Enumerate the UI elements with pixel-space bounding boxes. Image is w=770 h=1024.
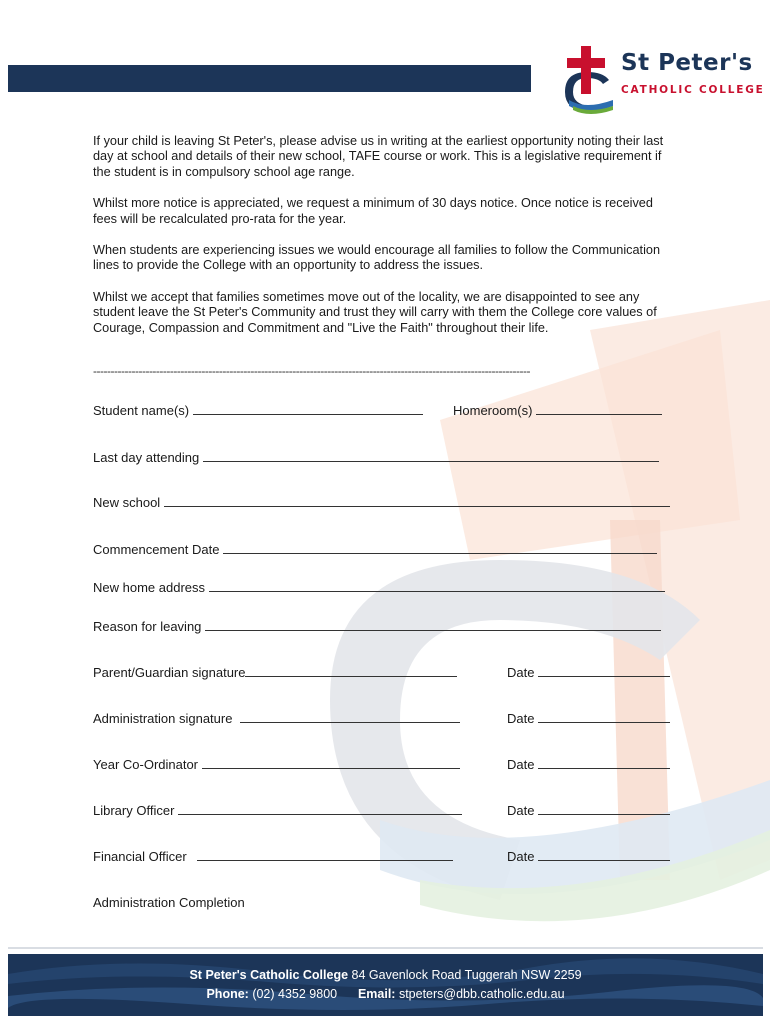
student-name-label: Student name(s)	[93, 403, 190, 418]
financial-date-field[interactable]	[507, 848, 670, 864]
footer-wave-pattern	[8, 954, 763, 1016]
reason-label: Reason for leaving	[93, 619, 202, 634]
header-bar	[8, 65, 531, 92]
library-officer-blank[interactable]	[178, 802, 462, 815]
new-school-label: New school	[93, 495, 161, 510]
student-name-blank[interactable]	[193, 402, 423, 415]
admin-signature-blank[interactable]	[240, 710, 460, 723]
commencement-field[interactable]	[93, 541, 657, 557]
parent-date-label: Date	[507, 665, 535, 680]
parent-signature-label: Parent/Guardian signature	[93, 665, 246, 680]
financial-date-blank[interactable]	[538, 848, 670, 861]
parent-signature-field[interactable]	[93, 664, 457, 680]
financial-officer-blank[interactable]	[197, 848, 453, 861]
admin-signature-field[interactable]	[93, 710, 460, 726]
contact-footer	[8, 954, 763, 1016]
last-day-field[interactable]	[93, 449, 659, 465]
new-school-field[interactable]	[93, 494, 670, 510]
library-date-blank[interactable]	[538, 802, 670, 815]
college-crest-icon	[555, 44, 619, 114]
footer-contact-line	[8, 987, 763, 1001]
reason-blank[interactable]	[205, 618, 661, 631]
new-address-field[interactable]	[93, 579, 665, 595]
year-coordinator-field[interactable]	[93, 756, 460, 772]
footer-divider	[8, 947, 763, 949]
financial-date-label: Date	[507, 849, 535, 864]
admin-signature-label: Administration signature	[93, 711, 233, 726]
homeroom-label: Homeroom(s)	[453, 403, 533, 418]
library-date-field[interactable]	[507, 802, 670, 818]
library-date-label: Date	[507, 803, 535, 818]
coordinator-date-field[interactable]	[507, 756, 670, 772]
year-coordinator-blank[interactable]	[202, 756, 460, 769]
footer-phone: (02) 4352 9800	[252, 987, 338, 1001]
paragraph-values: Whilst we accept that families sometimes move out of the locality, we are disappointed to see any student leave the St Peter's Community and trust they will carry with them the College core values of Courage, Compassion and Commitment and "Live the Faith" throughout their life.	[93, 289, 657, 335]
coordinator-date-label: Date	[507, 757, 535, 772]
college-logo	[555, 44, 765, 114]
student-name-field[interactable]	[93, 402, 423, 418]
college-name-logo: St Peter's	[621, 50, 753, 76]
parent-signature-blank[interactable]	[245, 664, 457, 677]
new-school-blank[interactable]	[164, 494, 670, 507]
paragraph-communication: When students are experiencing issues we would encourage all families to follow the Communication lines to provide the College with an opportunity to address the issues.	[93, 243, 661, 273]
paragraph-notice-period: Whilst more notice is appreciated, we request a minimum of 30 days notice. Once notice is received fees will be recalculated pro-rata for the year.	[93, 196, 653, 226]
last-day-label: Last day attending	[93, 450, 200, 465]
year-coordinator-label: Year Co-Ordinator	[93, 757, 199, 772]
new-address-blank[interactable]	[209, 579, 665, 592]
coordinator-date-blank[interactable]	[538, 756, 670, 769]
footer-email[interactable]: stpeters@dbb.catholic.edu.au	[398, 987, 565, 1001]
homeroom-field[interactable]	[453, 402, 662, 418]
footer-address-line	[8, 968, 763, 982]
paragraph-leaving-notice: If your child is leaving St Peter's, please advise us in writing at the earliest opportunity noting their last day at school and details of their new school, TAFE course or work. This is a legislative requirement if the student is in compulsory school age range.	[93, 134, 664, 179]
separator-line: -----------------------------------------------------------------------------------------------------------------------------	[93, 364, 531, 378]
reason-field[interactable]	[93, 618, 661, 634]
footer-college-name: St Peter's Catholic College	[189, 968, 349, 982]
admin-date-field[interactable]	[507, 710, 670, 726]
library-officer-field[interactable]	[93, 802, 462, 818]
intro-text	[93, 134, 673, 352]
parent-date-blank[interactable]	[538, 664, 670, 677]
parent-date-field[interactable]	[507, 664, 670, 680]
footer-address: 84 Gavenlock Road Tuggerah NSW 2259	[351, 968, 582, 982]
admin-completion-heading: Administration Completion	[93, 895, 245, 910]
homeroom-blank[interactable]	[536, 402, 662, 415]
commencement-label: Commencement Date	[93, 542, 220, 557]
admin-date-label: Date	[507, 711, 535, 726]
library-officer-label: Library Officer	[93, 803, 175, 818]
new-address-label: New home address	[93, 580, 205, 595]
college-subtitle-logo: CATHOLIC COLLEGE	[621, 84, 765, 96]
last-day-blank[interactable]	[203, 449, 659, 462]
admin-date-blank[interactable]	[538, 710, 670, 723]
financial-officer-label: Financial Officer	[93, 849, 187, 864]
footer-phone-label: Phone:	[206, 987, 249, 1001]
financial-officer-field[interactable]	[93, 848, 453, 864]
commencement-blank[interactable]	[223, 541, 657, 554]
footer-email-label: Email:	[357, 987, 396, 1001]
